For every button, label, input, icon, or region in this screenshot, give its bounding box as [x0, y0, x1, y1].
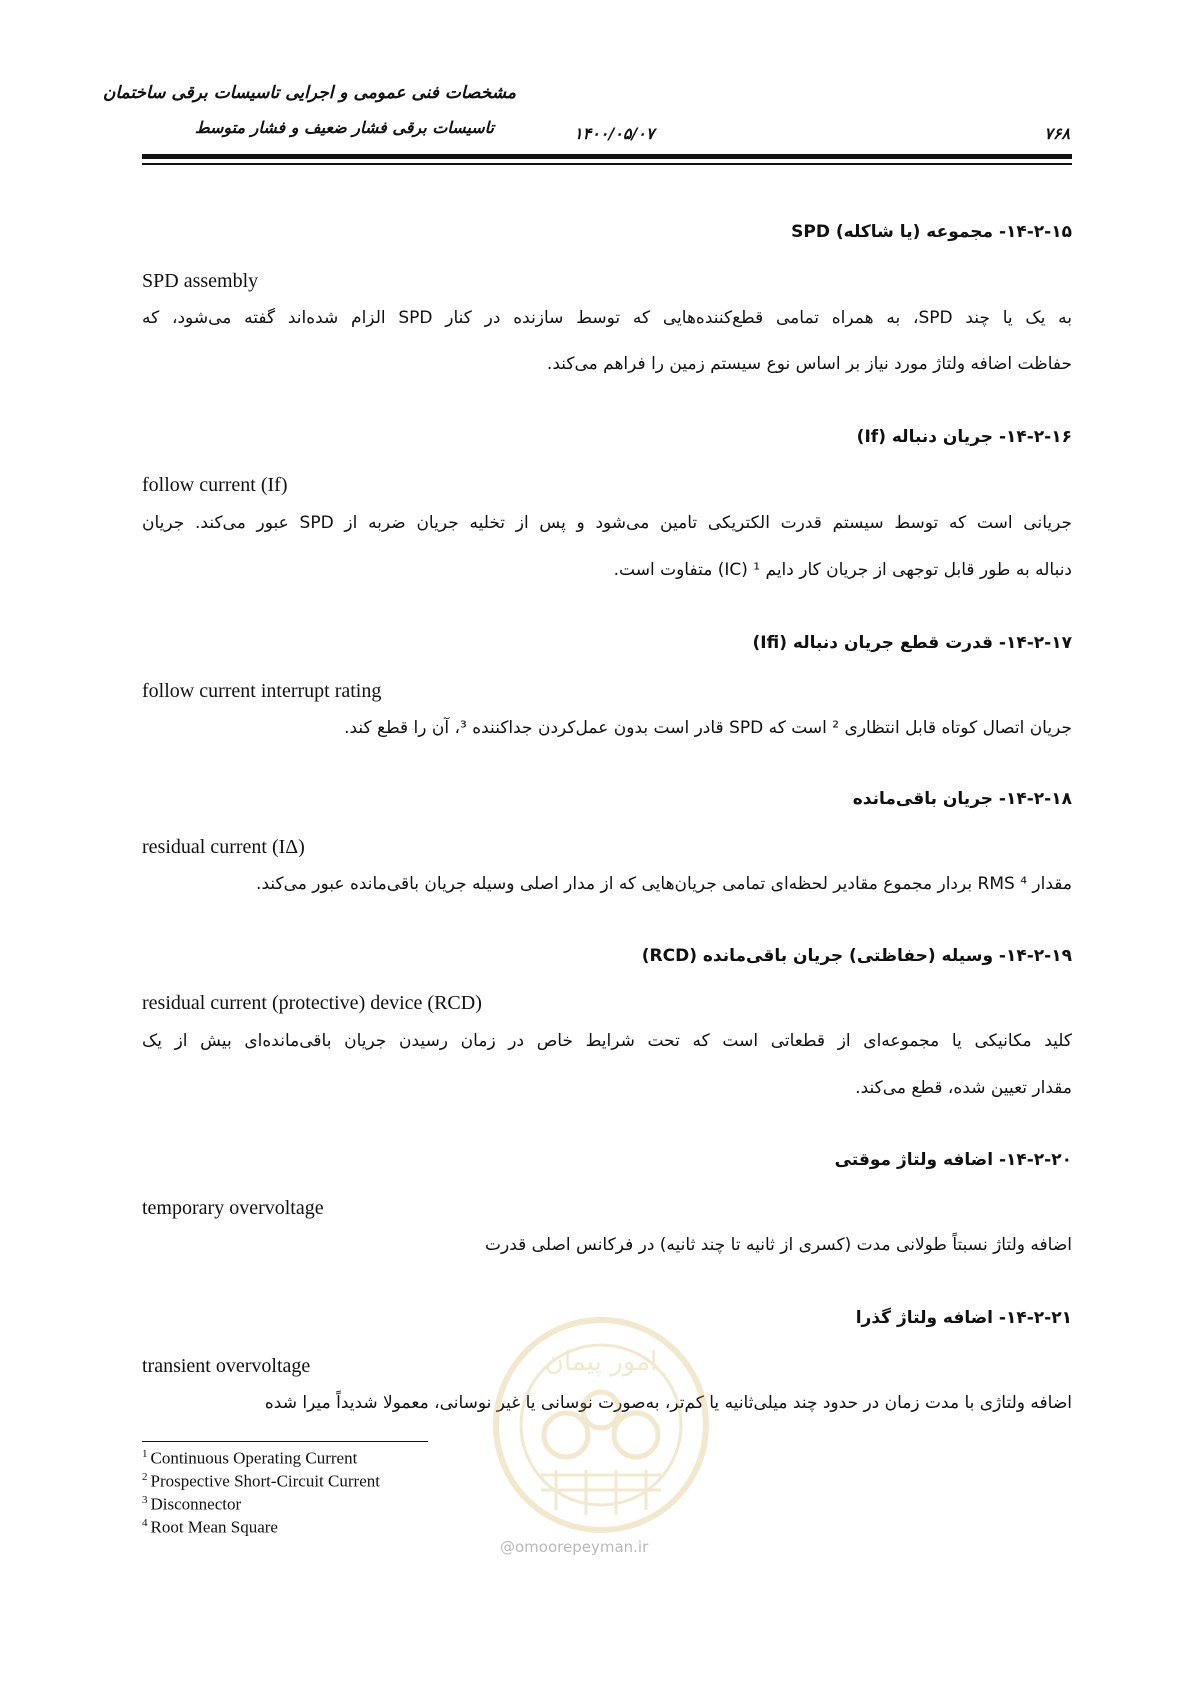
page-number: ۷۶۸	[1044, 124, 1070, 143]
term-english: SPD assembly	[142, 270, 259, 292]
watermark-logo	[486, 1310, 716, 1540]
footnote: $^2$ Prospective Short-Circuit Current	[142, 1471, 380, 1491]
document-title: مشخصات فنی عمومی و اجرایی تاسیسات برقی ساختمان	[102, 83, 516, 103]
document-date: ۱۴۰۰/۰۵/۰۷	[574, 124, 655, 143]
term-english: follow current interrupt rating	[142, 680, 382, 702]
section-heading: ۱۴-۲-۲۱- اضافه ولتاژ گذرا	[855, 1308, 1072, 1328]
footnote: $^4$ Root Mean Square	[142, 1517, 278, 1537]
document-subtitle: تاسیسات برقی فشار ضعیف و فشار متوسط	[194, 118, 494, 137]
paragraph-line: جریان اتصال کوتاه قابل انتظاری ² است که SPD قادر است بدون عمل‌کردن جداکننده ³، آن را قطع کند.	[344, 718, 1072, 738]
paragraph-line: اضافه ولتاژ نسبتاً طولانی مدت (کسری از ثانیه تا چند ثانیه) در فرکانس اصلی قدرت	[485, 1235, 1072, 1255]
header-rule-thick	[142, 154, 1072, 159]
section-heading: ۱۴-۲-۱۶- جریان دنباله (If)	[856, 427, 1072, 447]
paragraph-line: کلید مکانیکی یا مجموعه‌ای از قطعاتی است که تحت شرایط خاص در زمان رسیدن جریان باقی‌مانده‌ای بیش از یک	[142, 1031, 1072, 1051]
footnote: $^1$ Continuous Operating Current	[142, 1448, 358, 1468]
section-heading: ۱۴-۲-۱۵- مجموعه (یا شاکله) SPD	[791, 222, 1072, 242]
paragraph-line: جریانی است که توسط سیستم قدرت الکتریکی تامین می‌شود و پس از تخلیه جریان ضربه از SPD عبور می‌کند. جریان	[142, 513, 1072, 533]
term-english: follow current (If)	[142, 474, 288, 496]
footnote: $^3$ Disconnector	[142, 1494, 242, 1514]
header-rule-thin	[142, 163, 1072, 165]
term-english: residual current (IΔ)	[142, 836, 305, 858]
term-english: residual current (protective) device (RCD)	[142, 992, 482, 1014]
footnote-rule	[142, 1441, 428, 1442]
section-heading: ۱۴-۲-۲۰- اضافه ولتاژ موقتی	[834, 1150, 1072, 1170]
paragraph-line: مقدار RMS ⁴ بردار مجموع مقادیر لحظه‌ای تمامی جریان‌هایی که از مدار اصلی وسیله جریان باقی‌مانده عبور می‌کند.	[256, 874, 1072, 894]
watermark-logo-text: امور پیمان	[544, 1347, 658, 1377]
paragraph-line: حفاظت اضافه ولتاژ مورد نیاز بر اساس نوع سیستم زمین را فراهم می‌کند.	[546, 354, 1072, 374]
paragraph-line: مقدار تعیین شده، قطع می‌کند.	[855, 1078, 1072, 1098]
term-english: transient overvoltage	[142, 1355, 311, 1377]
section-heading: ۱۴-۲-۱۸- جریان باقی‌مانده	[852, 789, 1072, 809]
paragraph-line: اضافه ولتاژی با مدت زمان در حدود چند میلی‌ثانیه یا کم‌تر، به‌صورت نوسانی یا غیر نوسانی، معمولا شدیداً میرا شده	[264, 1393, 1072, 1413]
watermark-url: @omoorepeyman.ir	[500, 1538, 649, 1556]
paragraph-line: دنباله به طور قابل توجهی از جریان کار دایم ¹ (IC) متفاوت است.	[613, 560, 1072, 580]
term-english: temporary overvoltage	[142, 1197, 324, 1219]
section-heading: ۱۴-۲-۱۹- وسیله (حفاظتی) جریان باقی‌مانده (RCD)	[641, 946, 1072, 966]
paragraph-line: به یک یا چند SPD، به همراه تمامی قطع‌کننده‌هایی که توسط سازنده در کنار SPD الزام شده‌اند گفته می‌شود، که	[142, 308, 1072, 328]
section-heading: ۱۴-۲-۱۷- قدرت قطع جریان دنباله (Ifi)	[752, 633, 1072, 653]
